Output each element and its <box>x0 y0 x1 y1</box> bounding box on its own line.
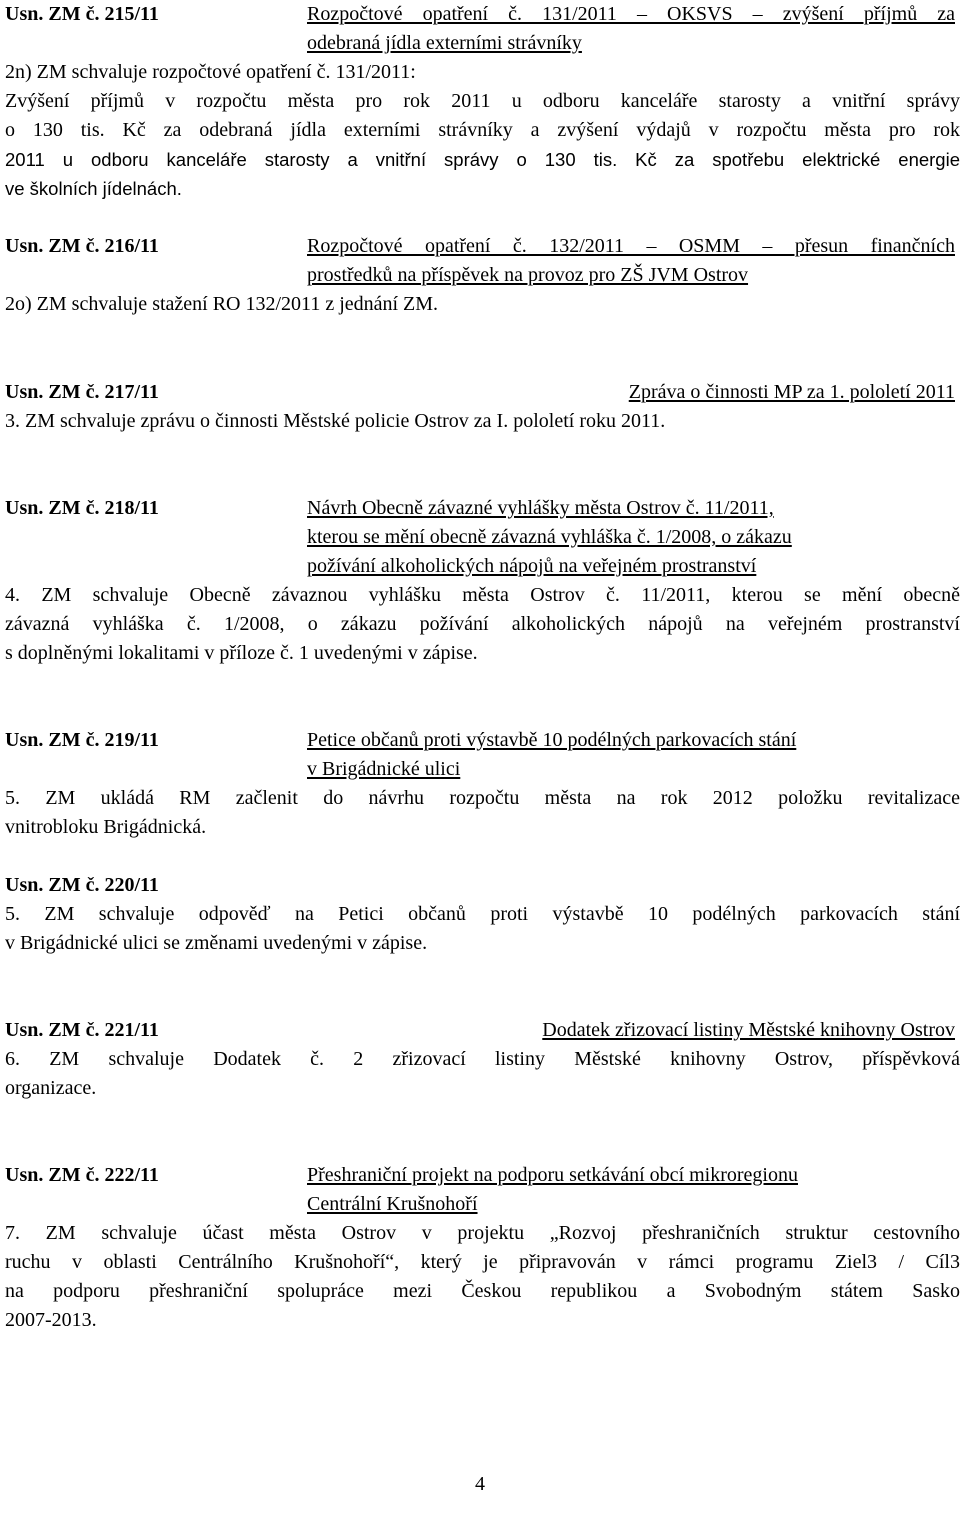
body-line: s doplněnými lokalitami v příloze č. 1 uvedenými v zápise. <box>5 642 478 664</box>
body-line: 3. ZM schvaluje zprávu o činnosti Městské policie Ostrov za I. pololetí roku 2011. <box>5 410 666 432</box>
resolution-number: Usn. ZM č. 218/11 <box>5 497 159 519</box>
resolution-number: Usn. ZM č. 220/11 <box>5 874 159 896</box>
resolution-number: Usn. ZM č. 216/11 <box>5 235 159 257</box>
body-line: ruchu v oblasti Centrálního Krušnohoří“, který je připravován v rámci programu Ziel3 / Cíl3 <box>5 1251 960 1273</box>
body-line: 5. ZM ukládá RM začlenit do návrhu rozpočtu města na rok 2012 položku revitalizace <box>5 787 960 809</box>
body-line: na podporu přeshraniční spolupráce mezi Českou republikou a Svobodným státem Sasko <box>5 1280 960 1302</box>
resolution-title-line: Petice občanů proti výstavbě 10 podélných parkovacích stání <box>307 729 797 751</box>
resolution-number: Usn. ZM č. 219/11 <box>5 729 159 751</box>
body-line: Zvýšení příjmů v rozpočtu města pro rok 2011 u odboru kanceláře starosty a vnitřní správy <box>5 90 960 112</box>
body-line: 2o) ZM schvaluje stažení RO 132/2011 z jednání ZM. <box>5 293 439 315</box>
resolution-title-line: odebraná jídla externími strávníky <box>307 32 582 54</box>
body-line: závazná vyhláška č. 1/2008, o zákazu požívání alkoholických nápojů na veřejném prostranství <box>5 613 960 635</box>
resolution-title-line: v Brigádnické ulici <box>307 758 461 780</box>
resolution-number: Usn. ZM č. 215/11 <box>5 3 159 25</box>
resolution-number: Usn. ZM č. 222/11 <box>5 1164 159 1186</box>
body-line: v Brigádnické ulici se změnami uvedenými v zápise. <box>5 932 428 954</box>
body-line: organizace. <box>5 1077 97 1099</box>
body-line: 6. ZM schvaluje Dodatek č. 2 zřizovací listiny Městské knihovny Ostrov, příspěvková <box>5 1048 960 1070</box>
body-line: 4. ZM schvaluje Obecně závaznou vyhlášku města Ostrov č. 11/2011, kterou se mění obecně <box>5 584 960 606</box>
body-line: 2n) ZM schvaluje rozpočtové opatření č. 131/2011: <box>5 61 416 83</box>
resolution-title-line: Dodatek zřizovací listiny Městské knihovny Ostrov <box>542 1019 955 1041</box>
resolution-title-line: Centrální Krušnohoří <box>307 1193 478 1215</box>
resolution-title-line: Rozpočtové opatření č. 132/2011 – OSMM – přesun finančních <box>307 235 955 257</box>
body-line: 2007-2013. <box>5 1309 97 1331</box>
resolution-title-line: Rozpočtové opatření č. 131/2011 – OKSVS – zvýšení příjmů za <box>307 3 955 25</box>
resolution-number: Usn. ZM č. 221/11 <box>5 1019 159 1041</box>
page-number: 4 <box>475 1473 485 1495</box>
body-line: ve školních jídelnách. <box>5 178 182 199</box>
resolution-title-line: prostředků na příspěvek na provoz pro ZŠ JVM Ostrov <box>307 264 749 286</box>
body-line: o 130 tis. Kč za odebraná jídla externími strávníky a zvýšení výdajů v rozpočtu města pro rok <box>5 119 960 141</box>
resolution-title-line: Návrh Obecně závazné vyhlášky města Ostrov č. 11/2011, <box>307 497 774 519</box>
body-line: 5. ZM schvaluje odpověď na Petici občanů proti výstavbě 10 podélných parkovacích stání <box>5 903 960 925</box>
resolution-title-line: kterou se mění obecně závazná vyhláška č. 1/2008, o zákazu <box>307 526 792 548</box>
resolution-title-line: požívání alkoholických nápojů na veřejném prostranství <box>307 555 757 577</box>
resolution-title-line: Zpráva o činnosti MP za 1. pololetí 2011 <box>628 381 955 403</box>
resolution-number: Usn. ZM č. 217/11 <box>5 381 159 403</box>
body-line: 2011 u odboru kanceláře starosty a vnitřní správy o 130 tis. Kč za spotřebu elektrické energie <box>5 149 960 170</box>
body-line: 7. ZM schvaluje účast města Ostrov v projektu „Rozvoj přeshraničních struktur cestovního <box>5 1222 960 1244</box>
body-line: vnitrobloku Brigádnická. <box>5 816 207 838</box>
resolution-title-line: Přeshraniční projekt na podporu setkávání obcí mikroregionu <box>307 1164 798 1186</box>
